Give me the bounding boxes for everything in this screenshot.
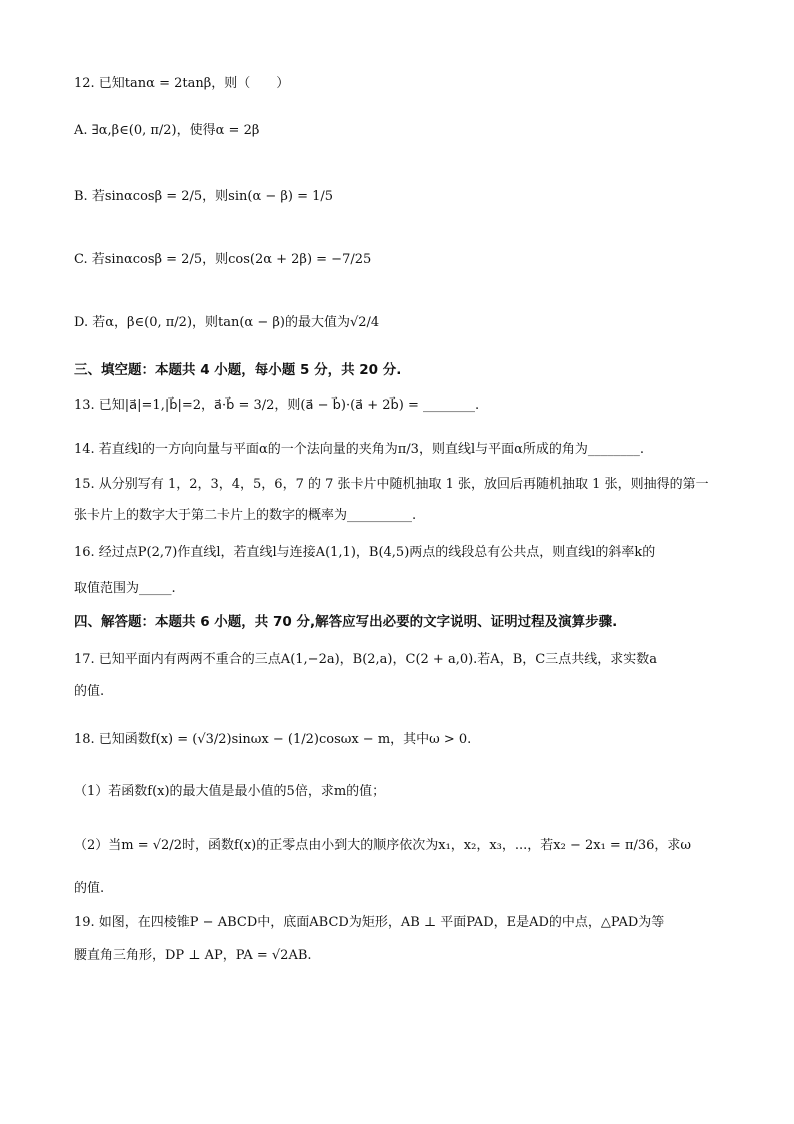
q17-line1: 17. 已知平面内有两两不重合的三点A(1,−2a)，B(2,a)，C(2 + a,0).若A，B，C三点共线，求实数a — [74, 652, 657, 667]
q18-part1: （1）若函数f(x)的最大值是最小值的5倍，求m的值； — [74, 784, 386, 799]
q16-line1: 16. 经过点P(2,7)作直线l，若直线l与连接A(1,1)，B(4,5)两点的线段总有公共点，则直线l的斜率k的 — [74, 545, 656, 560]
q18-part2: （2）当m = √2/2时，函数f(x)的正零点由小到大的顺序依次为x₁，x₂，x₃，...，若x₂ − 2x₁ = π/36，求ω — [74, 838, 692, 853]
q13: 13. 已知|a⃗|=1,|b⃗|=2，a⃗·b⃗ = 3/2，则(a⃗ − b⃗)·(a⃗ + 2b⃗) = ________. — [74, 398, 480, 413]
q19-line1: 19. 如图，在四棱锥P − ABCD中，底面ABCD为矩形，AB ⊥ 平面PAD，E是AD的中点，△PAD为等 — [74, 915, 665, 930]
q18-stem: 18. 已知函数f(x) = (√3/2)sinωx − (1/2)cosωx − m，其中ω > 0. — [74, 732, 472, 747]
q15-line2: 张卡片上的数字大于第二卡片上的数字的概率为__________. — [74, 508, 417, 523]
q14: 14. 若直线l的一方向向量与平面α的一个法向量的夹角为π/3，则直线l与平面α所成的角为________. — [74, 442, 645, 457]
section-3-heading: 三、填空题：本题共 4 小题，每小题 5 分，共 20 分. — [74, 362, 402, 378]
q12-option-b: B. 若sinαcosβ = 2/5，则sin(α − β) = 1/5 — [74, 189, 334, 204]
q17-line2: 的值. — [74, 684, 105, 699]
q12-option-a: A. ∃α,β∈(0, π/2)，使得α = 2β — [74, 123, 260, 138]
q19-line2: 腰直角三角形，DP ⊥ AP，PA = √2AB. — [74, 948, 312, 963]
q18-part2-end: 的值. — [74, 881, 105, 896]
q16-line2: 取值范围为_____. — [74, 581, 176, 596]
q12-option-d: D. 若α，β∈(0, π/2)，则tan(α − β)的最大值为√2/4 — [74, 315, 380, 330]
q12-option-c: C. 若sinαcosβ = 2/5，则cos(2α + 2β) = −7/25 — [74, 252, 372, 267]
section-4-heading: 四、解答题：本题共 6 小题，共 70 分,解答应写出必要的文字说明、证明过程及演算步骤. — [74, 614, 618, 630]
q15-line1: 15. 从分别写有 1，2，3，4，5，6，7 的 7 张卡片中随机抽取 1 张，放回后再随机抽取 1 张，则抽得的第一 — [74, 477, 709, 492]
q12-stem: 12. 已知tanα = 2tanβ，则（ ） — [74, 76, 290, 91]
